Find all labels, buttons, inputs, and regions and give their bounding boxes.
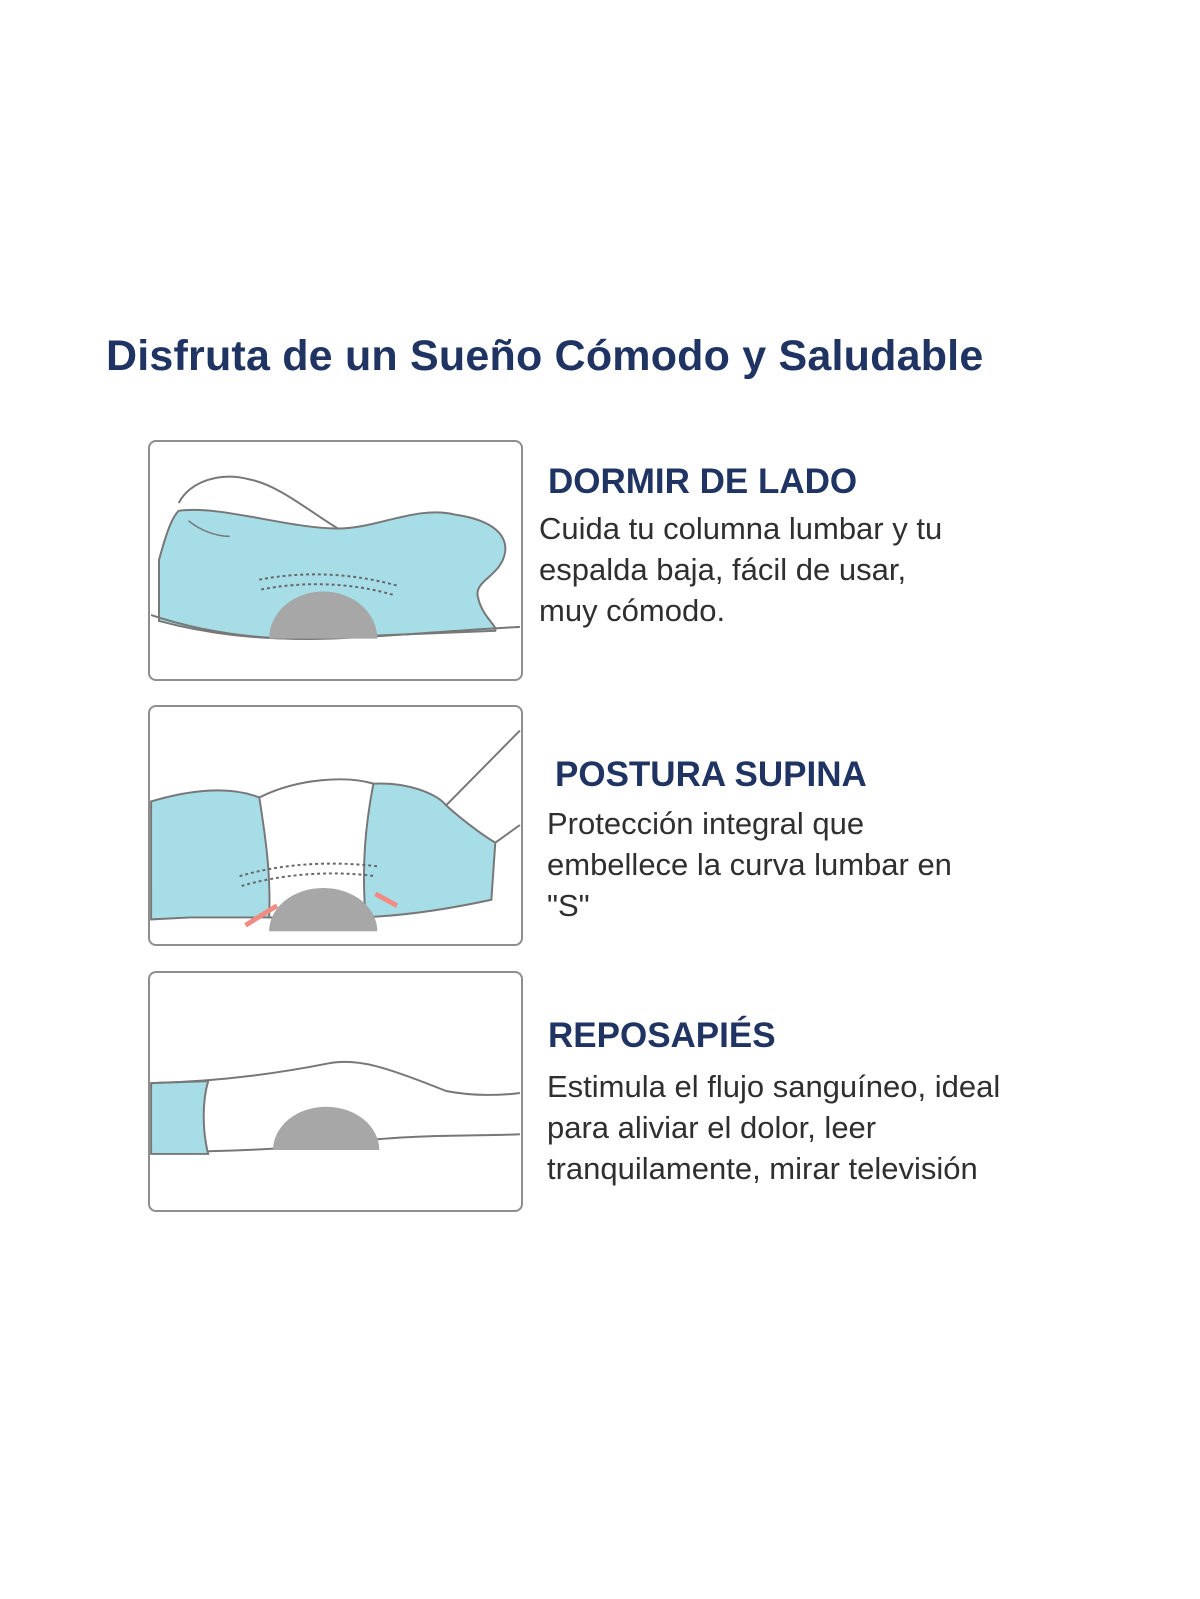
footrest-illustration — [148, 971, 523, 1212]
cushion-shape — [273, 1107, 379, 1150]
page-title: Disfruta de un Sueño Cómodo y Saludable — [106, 332, 984, 380]
description-line: para aliviar el dolor, leer — [547, 1110, 877, 1145]
feature-description-side-sleeping — [539, 508, 942, 631]
sock-shape — [151, 1081, 208, 1154]
description-line: espalda baja, fácil de usar, — [539, 552, 907, 587]
feature-description-footrest — [547, 1066, 1000, 1189]
description-line: Cuida tu columna lumbar y tu — [539, 511, 943, 546]
description-line: Estimula el flujo sanguíneo, ideal — [547, 1069, 1001, 1104]
feature-description-supine-posture — [547, 803, 952, 926]
feature-title-supine-posture: POSTURA SUPINA — [555, 755, 867, 794]
side-sleeping-illustration — [148, 440, 523, 681]
description-line: tranquilamente, mirar televisión — [547, 1151, 978, 1186]
description-line: Protección integral que — [547, 806, 865, 841]
feature-title-footrest: REPOSAPIÉS — [548, 1016, 776, 1055]
feature-title-side-sleeping: DORMIR DE LADO — [548, 462, 858, 501]
description-line: embellece la curva lumbar en — [547, 847, 952, 882]
description-line: muy cómodo. — [539, 593, 726, 628]
description-line: "S" — [547, 888, 590, 923]
supine-posture-illustration — [148, 705, 523, 946]
